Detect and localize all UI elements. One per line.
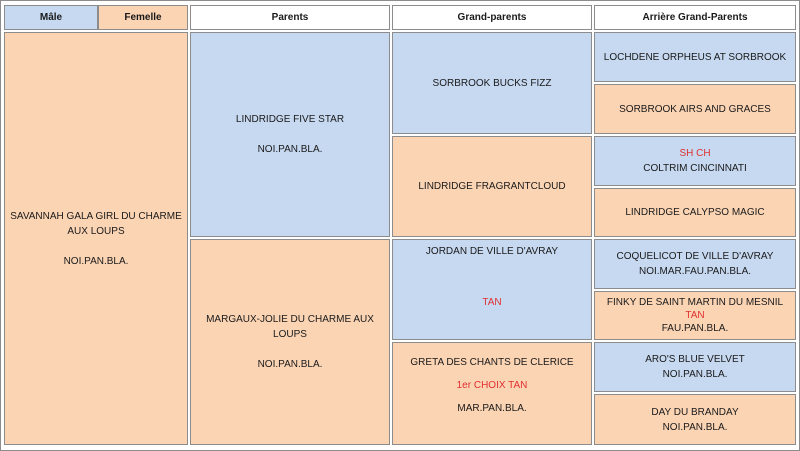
great-grandparent-5-cell [594,239,796,289]
great-grandparent-3-name: COLTRIM CINCINNATI [643,163,747,174]
grandparent-4-name: GRETA DES CHANTS DE CLERICE [410,357,574,368]
great-grandparent-4-name: LINDRIDGE CALYPSO MAGIC [625,207,765,218]
grandparent-2-name: LINDRIDGE FRAGRANTCLOUD [418,181,566,192]
great-grandparent-5-color: NOI.MAR.FAU.PAN.BLA. [638,266,752,277]
great-grandparent-6-color: FAU.PAN.BLA. [661,323,729,334]
legend-female [98,5,188,30]
header-great-grandparents [594,5,796,30]
great-grandparent-6-name: FINKY DE SAINT MARTIN DU MESNIL [606,297,784,308]
great-grandparent-4-cell [594,188,796,237]
parent-dam-cell [190,239,390,445]
great-grandparent-1-cell [594,32,796,82]
header-grandparents-label: Grand-parents [457,12,527,23]
great-grandparent-8-cell [594,394,796,445]
great-grandparent-7-cell [594,342,796,392]
grandparent-4-cell [392,342,592,445]
legend-male-label: Mâle [39,12,63,23]
great-grandparent-5-name: COQUELICOT DE VILLE D'AVRAY [616,251,774,262]
grandparent-3-name: JORDAN DE VILLE D'AVRAY [425,246,559,257]
grandparent-4-title: 1er CHOIX TAN [456,380,528,391]
great-grandparent-7-name: ARO'S BLUE VELVET [645,354,745,365]
great-grandparent-8-name: DAY DU BRANDAY [651,406,739,418]
great-grandparent-3-cell [594,136,796,186]
legend-female-label: Femelle [124,12,162,23]
parent-sire-name: LINDRIDGE FIVE STAR [235,114,345,125]
subject-cell [4,32,188,445]
parent-dam-name: MARGAUX-JOLIE DU CHARME AUX LOUPS [206,314,374,340]
great-grandparent-3-title: SH CH [679,148,711,159]
grandparent-1-name: SORBROOK BUCKS FIZZ [432,77,552,89]
grandparent-1-cell [392,32,592,134]
grandparent-4-color: MAR.PAN.BLA. [457,403,527,414]
header-parents [190,5,390,30]
header-great-grandparents-label: Arrière Grand-Parents [642,12,748,23]
legend-male [4,5,98,30]
great-grandparent-1-name: LOCHDENE ORPHEUS AT SORBROOK [603,51,787,63]
header-parents-label: Parents [271,12,309,23]
great-grandparent-2-cell [594,84,796,134]
subject-color: NOI.PAN.BLA. [63,255,129,267]
grandparent-2-cell [392,136,592,237]
header-grandparents [392,5,592,30]
great-grandparent-7-color: NOI.PAN.BLA. [662,369,728,380]
great-grandparent-8-color: NOI.PAN.BLA. [662,421,728,433]
great-grandparent-6-cell [594,291,796,340]
grandparent-3-title: TAN [482,297,502,308]
great-grandparent-2-name: SORBROOK AIRS AND GRACES [619,103,771,115]
parent-dam-color: NOI.PAN.BLA. [257,359,323,370]
great-grandparent-6-title: TAN [685,310,705,321]
grandparent-3-cell [392,239,592,340]
subject-name: SAVANNAH GALA GIRL DU CHARME AUX LOUPS [10,210,182,237]
parent-sire-cell [190,32,390,237]
parent-sire-color: NOI.PAN.BLA. [257,144,323,155]
